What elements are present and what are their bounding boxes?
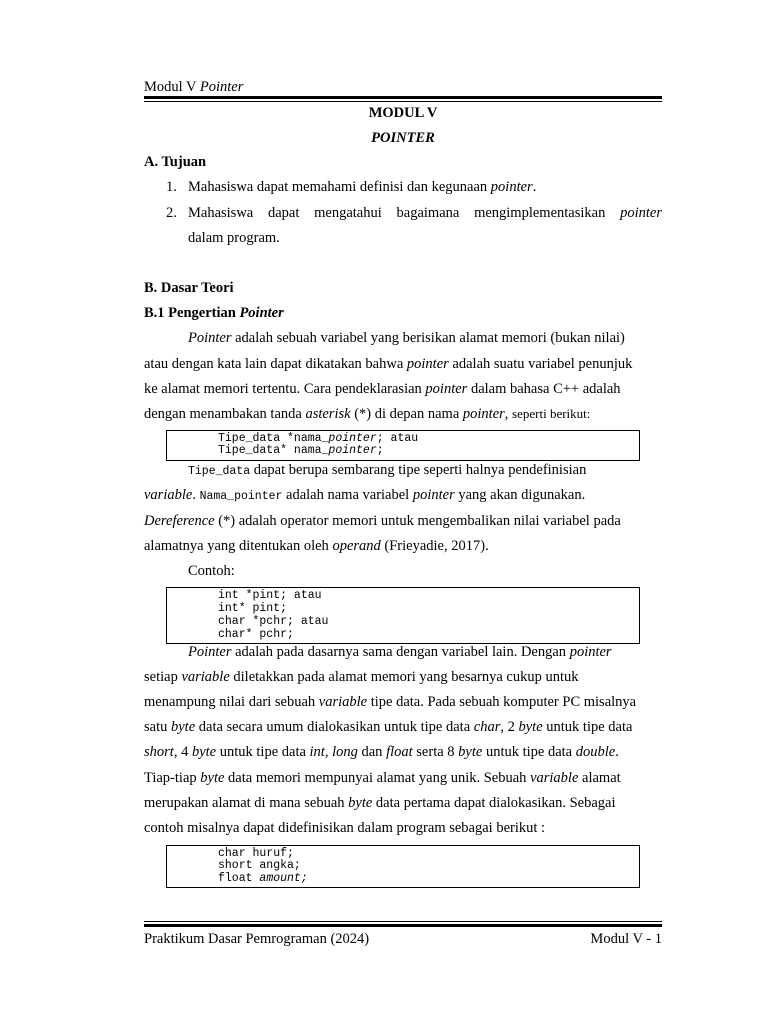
para3-line6: Tiap-tiap byte data memori mempunyai alamat yang unik. Sebuah variable alamat <box>144 770 621 786</box>
list-item-2-line1: Mahasiswa dapat mengatahui bagaimana mengimplementasikan pointer <box>188 205 662 221</box>
code-block-variables <box>166 845 640 888</box>
footer-page-number: Modul V - 1 <box>590 931 662 947</box>
para3-line8: contoh misalnya dapat didefinisikan dalam program sebagai berikut : <box>144 820 546 836</box>
para3-line2: setiap variable diletakkan pada alamat memori yang besarnya cukup untuk <box>144 669 579 685</box>
list-item-2-line2: dalam program. <box>188 230 280 246</box>
module-title: MODUL V <box>368 105 438 121</box>
code-line: char *pchr; atau <box>218 615 329 628</box>
section-b-heading: B. Dasar Teori <box>144 280 234 296</box>
para1-line3: ke alamat memori tertentu. Cara pendeklarasian pointer dalam bahasa C++ adalah <box>144 381 621 397</box>
code-line: Tipe_data* nama_pointer; <box>218 444 384 457</box>
para1-line2: atau dengan kata lain dapat dikatakan bahwa pointer adalah suatu variabel penunjuk <box>144 356 633 372</box>
para2-line2: variable. Nama_pointer adalah nama variabel pointer yang akan digunakan. <box>144 487 586 503</box>
para2-line1: Tipe_data dapat berupa sembarang tipe seperti halnya pendefinisian <box>188 462 587 478</box>
code-line: short angka; <box>218 859 301 872</box>
header-text: Modul V <box>144 79 200 95</box>
code-line: int* pint; <box>218 602 288 615</box>
para3-line7: merupakan alamat di mana sebuah byte data pertama dapat dialokasikan. Sebagai <box>144 795 616 811</box>
section-a-heading: A. Tujuan <box>144 154 207 170</box>
footer-rule-thin <box>144 921 662 922</box>
code-line: char* pchr; <box>218 628 294 641</box>
module-subtitle: POINTER <box>371 130 435 146</box>
para2-line4: alamatnya yang ditentukan oleh operand (Frieyadie, 2017). <box>144 538 489 554</box>
code-line: Tipe_data *nama_pointer; atau <box>218 432 419 445</box>
para3-line1: Pointer adalah pada dasarnya sama dengan variabel lain. Dengan pointer <box>188 644 612 660</box>
header-rule-thick <box>144 96 662 99</box>
header-italic: Pointer <box>199 79 244 95</box>
running-header <box>144 78 243 96</box>
para2-line3: Dereference (*) adalah operator memori untuk mengembalikan nilai variabel pada <box>144 513 621 529</box>
footer-rule-thick <box>144 924 662 927</box>
list-item-1-number: 1. <box>166 179 177 195</box>
code-line: char huruf; <box>218 847 294 860</box>
para1-line4: dengan menambakan tanda asterisk (*) di depan nama pointer, seperti berikut: <box>144 406 591 422</box>
para3-line3: menampung nilai dari sebuah variable tipe data. Pada sebuah komputer PC misalnya <box>144 694 637 710</box>
list-item-1-text: Mahasiswa dapat memahami definisi dan kegunaan pointer. <box>188 179 537 195</box>
para3-line5: short, 4 byte untuk tipe data int, long dan float serta 8 byte untuk tipe data double. <box>144 744 619 760</box>
code-line: int *pint; atau <box>218 589 322 602</box>
footer-course-title: Praktikum Dasar Pemrograman (2024) <box>144 931 370 947</box>
contoh-label: Contoh: <box>188 563 235 579</box>
para3-line4: satu byte data secara umum dialokasikan untuk tipe data char, 2 byte untuk tipe data <box>144 719 633 735</box>
subsection-b1-heading: B.1 Pengertian Pointer <box>144 305 284 321</box>
list-item-2-number: 2. <box>166 205 177 221</box>
code-block-declaration <box>166 430 640 461</box>
para1-line1: Pointer adalah sebuah variabel yang berisikan alamat memori (bukan nilai) <box>188 330 625 346</box>
code-block-example <box>166 587 640 644</box>
code-line: float amount; <box>218 872 308 885</box>
header-rule-thin <box>144 101 662 102</box>
